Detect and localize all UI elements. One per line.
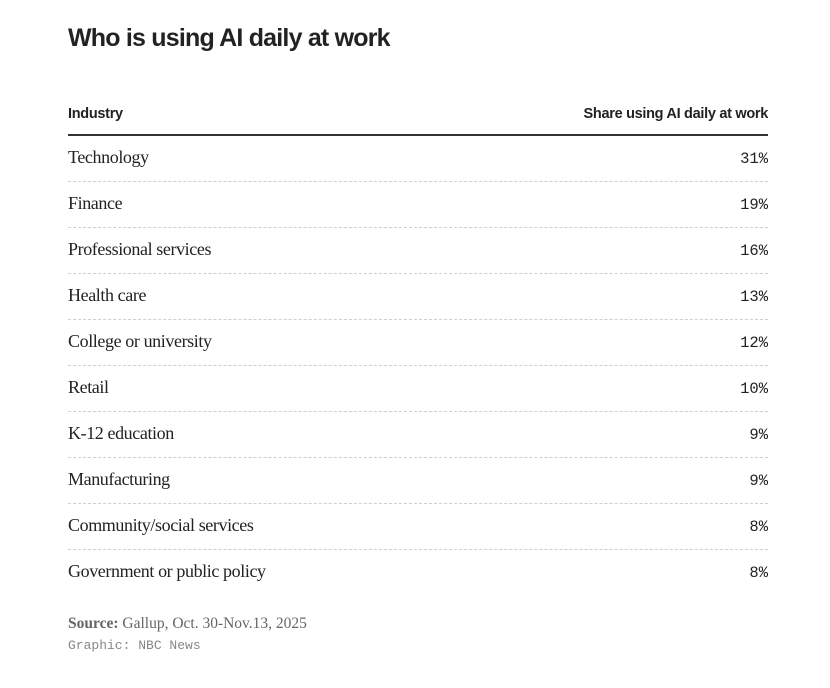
header-industry: Industry xyxy=(68,106,123,122)
data-table xyxy=(68,104,768,595)
table-header xyxy=(68,104,768,136)
source-text: Gallup, Oct. 30-Nov.13, 2025 xyxy=(122,615,307,632)
graphic-credit: Graphic: NBC News xyxy=(68,638,201,653)
share-cell: 12% xyxy=(740,334,768,352)
table-row xyxy=(68,504,768,550)
industry-cell: Community/social services xyxy=(68,515,254,535)
share-cell: 10% xyxy=(740,380,768,398)
industry-cell: Health care xyxy=(68,285,147,305)
table-row xyxy=(68,412,768,458)
share-cell: 19% xyxy=(740,196,768,214)
table-body xyxy=(68,136,768,595)
table-row xyxy=(68,366,768,412)
industry-cell: Professional services xyxy=(68,239,212,259)
header-share: Share using AI daily at work xyxy=(583,106,768,122)
share-cell: 31% xyxy=(740,150,768,168)
share-cell: 8% xyxy=(749,518,768,536)
industry-cell: Finance xyxy=(68,193,123,213)
share-cell: 16% xyxy=(740,242,768,260)
table-row xyxy=(68,274,768,320)
table-row xyxy=(68,182,768,228)
table-row xyxy=(68,550,768,595)
industry-cell: Manufacturing xyxy=(68,469,170,489)
share-cell: 9% xyxy=(749,426,768,444)
source-label: Source: xyxy=(68,615,119,632)
share-cell: 9% xyxy=(749,472,768,490)
table-row xyxy=(68,458,768,504)
industry-cell: K-12 education xyxy=(68,423,174,443)
share-cell: 13% xyxy=(740,288,768,306)
table-row xyxy=(68,136,768,182)
industry-cell: College or university xyxy=(68,331,212,351)
industry-cell: Retail xyxy=(68,377,109,397)
industry-cell: Government or public policy xyxy=(68,561,266,581)
chart-title: Who is using AI daily at work xyxy=(68,24,390,52)
industry-cell: Technology xyxy=(68,147,149,167)
table-row xyxy=(68,228,768,274)
share-cell: 8% xyxy=(749,564,768,582)
source-note xyxy=(68,615,307,633)
table-row xyxy=(68,320,768,366)
